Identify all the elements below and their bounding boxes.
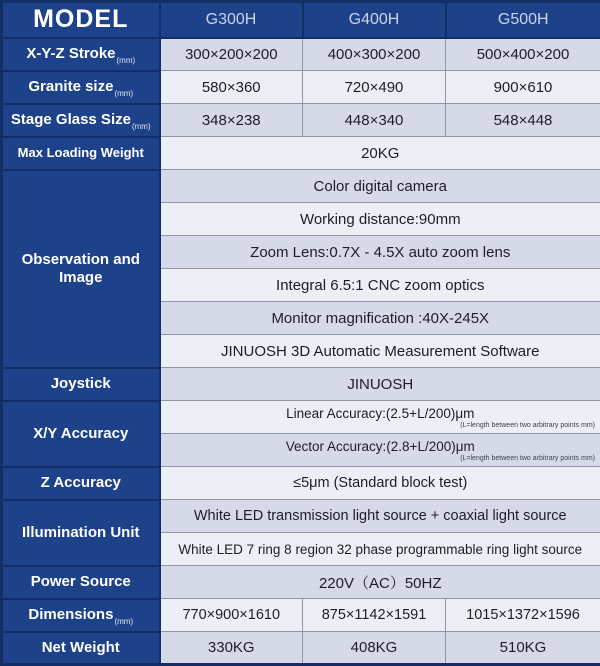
dimensions-g300h: 770×900×1610 (160, 599, 303, 632)
model-header: MODEL (2, 2, 160, 38)
row-max-loading-weight (2, 137, 600, 170)
stage-glass-size-g500h: 548×448 (446, 104, 600, 137)
xyz-stroke-unit: (mm) (117, 56, 136, 65)
vector-accuracy-note: (L=length between two arbitrary points mm) (164, 455, 598, 462)
vector-accuracy-value (160, 434, 600, 467)
stage-glass-size-g300h: 348×238 (160, 104, 303, 137)
stage-glass-size-label (2, 104, 160, 137)
row-granite-size (2, 71, 600, 104)
xyz-stroke-label-text: X-Y-Z Stroke (26, 45, 115, 62)
power-source-value: 220V（AC）50HZ (160, 566, 600, 599)
column-header-g500h: G500H (446, 2, 600, 38)
linear-accuracy-value (160, 401, 600, 434)
observation-item-measurement-software: JINUOSH 3D Automatic Measurement Software (160, 335, 600, 368)
granite-size-unit: (mm) (114, 89, 133, 98)
vector-accuracy-text: Vector Accuracy:(2.8+L/200)μm (164, 439, 598, 456)
granite-size-label-text: Granite size (28, 78, 113, 95)
stage-glass-size-label-text: Stage Glass Size (11, 111, 131, 128)
xyz-stroke-g500h: 500×400×200 (446, 38, 600, 71)
row-power-source (2, 566, 600, 599)
linear-accuracy-note: (L=length between two arbitrary points mm) (164, 422, 598, 429)
stage-glass-size-unit: (mm) (132, 122, 151, 131)
max-loading-weight-label: Max Loading Weight (2, 137, 160, 170)
column-header-g300h: G300H (160, 2, 303, 38)
xyz-stroke-label (2, 38, 160, 71)
dimensions-label-text: Dimensions (28, 606, 113, 623)
dimensions-g500h: 1015×1372×1596 (446, 599, 600, 632)
granite-size-g300h: 580×360 (160, 71, 303, 104)
net-weight-g500h: 510KG (446, 632, 600, 665)
xyz-stroke-g400h: 400×300×200 (303, 38, 446, 71)
granite-size-g500h: 900×610 (446, 71, 600, 104)
observation-item-monitor-magnification: Monitor magnification :40X-245X (160, 302, 600, 335)
power-source-label: Power Source (2, 566, 160, 599)
illumination-item-transmission: White LED transmission light source + coaxial light source (160, 500, 600, 533)
row-stage-glass-size (2, 104, 600, 137)
xy-accuracy-label: X/Y Accuracy (2, 401, 160, 467)
dimensions-label (2, 599, 160, 632)
joystick-label: Joystick (2, 368, 160, 401)
stage-glass-size-g400h: 448×340 (303, 104, 446, 137)
observation-item-working-distance: Working distance:90mm (160, 203, 600, 236)
net-weight-g400h: 408KG (303, 632, 446, 665)
max-loading-weight-value: 20KG (160, 137, 600, 170)
header-row (2, 2, 600, 38)
dimensions-g400h: 875×1142×1591 (303, 599, 446, 632)
row-net-weight (2, 632, 600, 665)
row-observation-1 (2, 170, 600, 203)
observation-and-image-label: Observation and Image (2, 170, 160, 368)
row-dimensions (2, 599, 600, 632)
row-xyz-stroke (2, 38, 600, 71)
illumination-item-ring-light: White LED 7 ring 8 region 32 phase programmable ring light source (160, 533, 600, 566)
illumination-unit-label: Illumination Unit (2, 500, 160, 566)
row-joystick (2, 368, 600, 401)
linear-accuracy-text: Linear Accuracy:(2.5+L/200)μm (164, 406, 598, 423)
net-weight-label: Net Weight (2, 632, 160, 665)
observation-item-camera: Color digital camera (160, 170, 600, 203)
dimensions-unit: (mm) (114, 617, 133, 626)
column-header-g400h: G400H (303, 2, 446, 38)
observation-item-zoom-optics: Integral 6.5:1 CNC zoom optics (160, 269, 600, 302)
joystick-value: JINUOSH (160, 368, 600, 401)
observation-item-zoom-lens: Zoom Lens:0.7X - 4.5X auto zoom lens (160, 236, 600, 269)
granite-size-g400h: 720×490 (303, 71, 446, 104)
z-accuracy-label: Z Accuracy (2, 467, 160, 500)
row-z-accuracy (2, 467, 600, 500)
net-weight-g300h: 330KG (160, 632, 303, 665)
row-illumination-1 (2, 500, 600, 533)
row-linear-accuracy (2, 401, 600, 434)
granite-size-label (2, 71, 160, 104)
z-accuracy-value: ≤5μm (Standard block test) (160, 467, 600, 500)
xyz-stroke-g300h: 300×200×200 (160, 38, 303, 71)
